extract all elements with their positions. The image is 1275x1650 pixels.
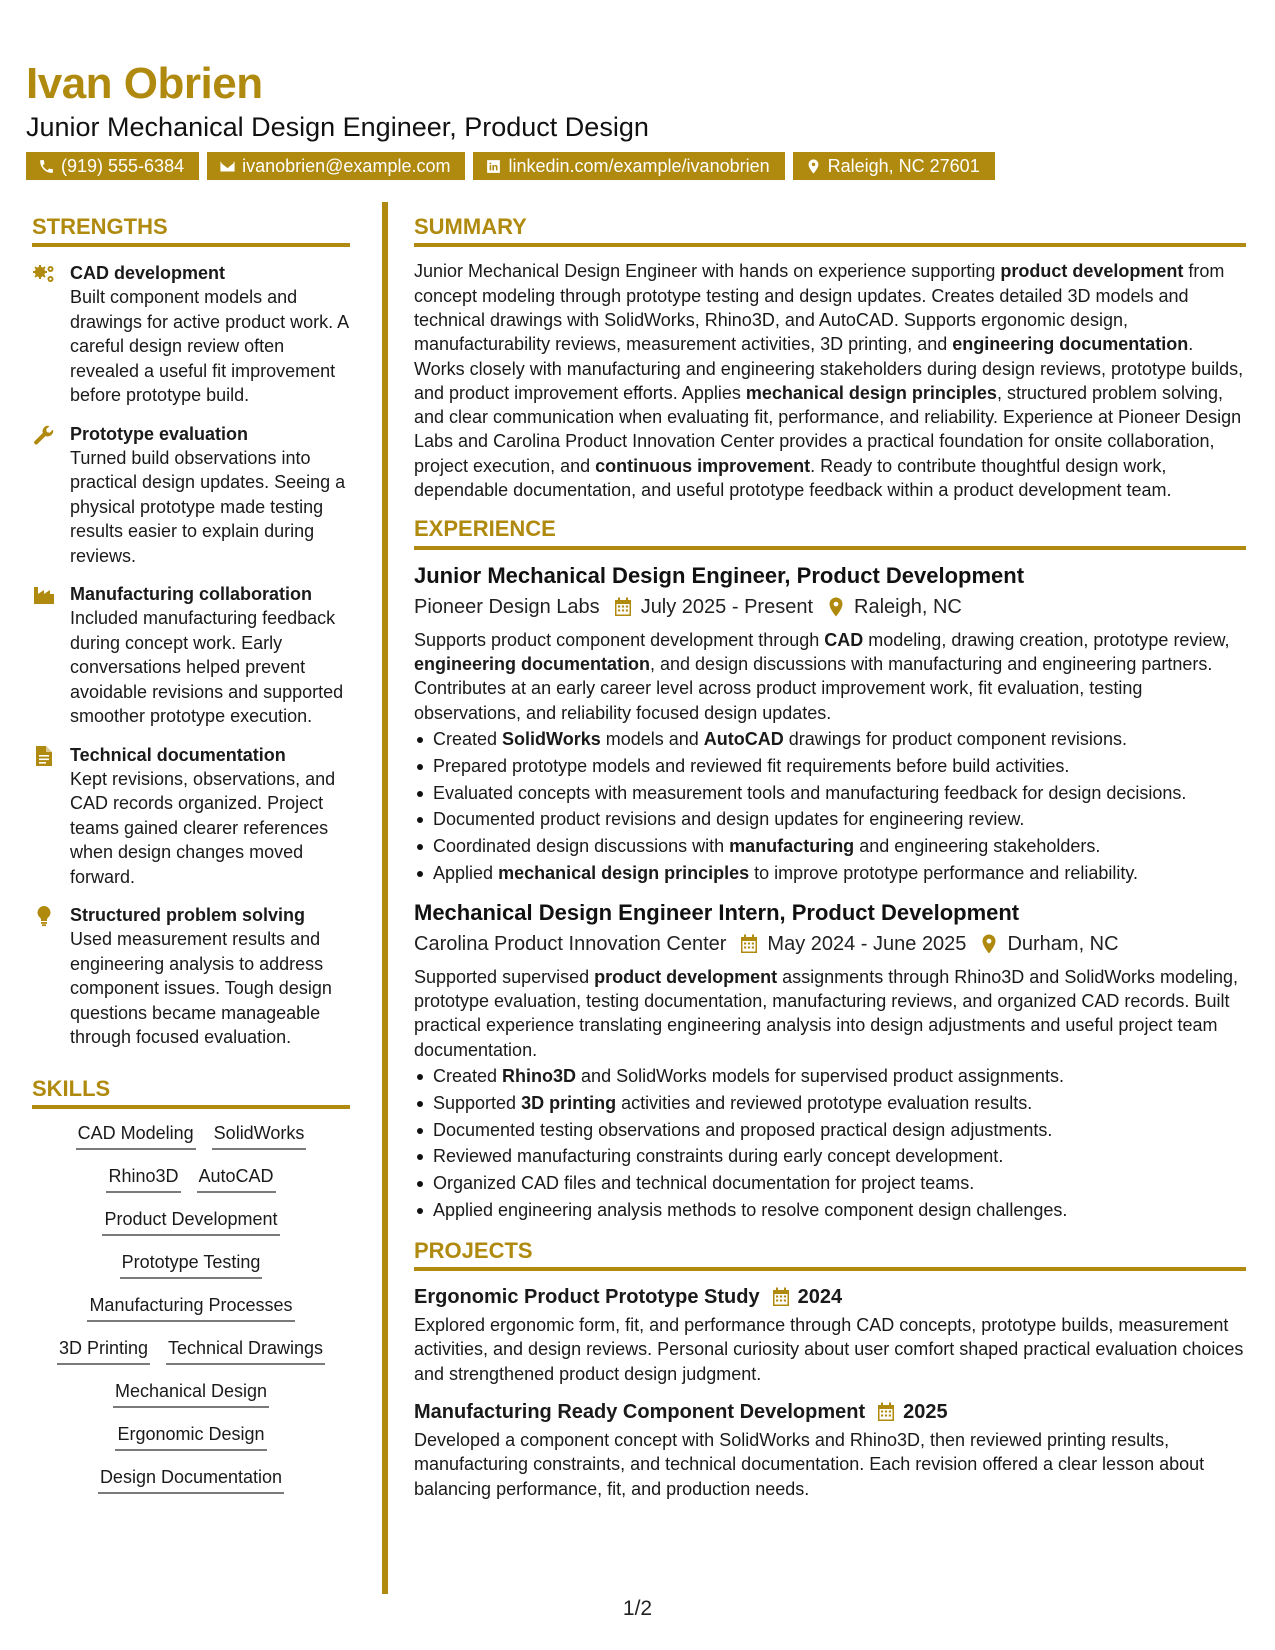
job-bullets: [414, 726, 1246, 887]
project-title: Ergonomic Product Prototype Study: [414, 1286, 760, 1309]
calendar-icon: [614, 597, 632, 617]
strengths-heading: STRENGTHS: [32, 214, 350, 247]
skills-list: [32, 1121, 350, 1494]
candidate-role: Junior Mechanical Design Engineer, Product Design: [26, 112, 649, 142]
strength-item: [32, 261, 350, 408]
job-entry: [414, 899, 1246, 1224]
project-description: Explored ergonomic form, fit, and performance through CAD concepts, prototype builds, measurement activities, and design reviews. Personal curiosity about user comfort shaped practical evaluation choices and strengthened product design judgment.: [414, 1315, 1244, 1384]
strength-item: [32, 422, 350, 569]
skill-tag: Ergonomic Design: [115, 1422, 266, 1451]
skill-tag: AutoCAD: [197, 1164, 276, 1193]
list-item: Documented product revisions and design updates for engineering review.: [414, 806, 1246, 833]
strength-desc: Kept revisions, observations, and CAD records organized. Project teams gained clearer references when design changes moved forward.: [70, 768, 336, 887]
strength-item: [32, 582, 350, 729]
strength-item: [32, 743, 350, 890]
candidate-name: Ivan Obrien: [26, 59, 263, 108]
list-item: Applied engineering analysis methods to resolve component design challenges.: [414, 1197, 1246, 1224]
job-dates: July 2025 - Present: [640, 595, 814, 618]
contact-linkedin[interactable]: [473, 152, 784, 180]
strength-desc: Turned build observations into practical design updates. Seeing a physical prototype made testing results easier to explain during reviews.: [70, 447, 346, 566]
left-column: [32, 214, 350, 1494]
strength-title: Manufacturing collaboration: [70, 584, 313, 605]
experience-heading: EXPERIENCE: [414, 516, 1246, 549]
strength-title: CAD development: [70, 263, 226, 284]
summary-text: Junior Mechanical Design Engineer with hands on experience supporting product development from concept modeling through prototype testing and design updates. Creates detailed 3D models and technical drawings with SolidWorks, Rhino3D, and AutoCAD. Supports ergonomic design, manufacturability reviews, measurement activities, 3D printing, and engineering documentation. Works closely with manufacturing and engineering stakeholders during design reviews, prototype builds, and product improvement efforts. Applies mechanical design principles, structured problem solving, and clear communication when evaluating fit, performance, and reliability. Experience at Pioneer Design Labs and Carolina Product Innovation Center provides a practical foundation for onsite collaboration, project execution, and continuous improvement. Ready to contribute thoughtful design work, dependable documentation, and useful prototype feedback within a product development team.: [414, 261, 1244, 501]
contact-email[interactable]: [207, 152, 465, 180]
job-company: Carolina Product Innovation Center: [414, 932, 727, 955]
map-pin-icon: [827, 597, 845, 617]
list-item: Evaluated concepts with measurement tools and manufacturing feedback for design decisions.: [414, 780, 1246, 807]
project-header: [414, 1283, 1246, 1311]
contact-text: ivanobrien@example.com: [242, 156, 451, 176]
list-item: Prepared prototype models and reviewed fit requirements before build activities.: [414, 753, 1246, 780]
strength-title: Technical documentation: [70, 744, 286, 765]
project-entry: [414, 1398, 1246, 1501]
strength-title: Prototype evaluation: [70, 423, 249, 444]
skill-tag: Rhino3D: [106, 1164, 180, 1193]
project-header: [414, 1398, 1246, 1426]
envelope-icon: [219, 158, 236, 175]
job-entry: [414, 562, 1246, 887]
map-pin-icon: [805, 158, 822, 175]
list-item: Documented testing observations and proposed practical design adjustments.: [414, 1117, 1246, 1144]
strength-desc: Used measurement results and engineering analysis to address component issues. Tough design questions became manageable through focused evaluation.: [70, 929, 332, 1048]
linkedin-icon: [485, 158, 502, 175]
job-location: Raleigh, NC: [854, 595, 962, 618]
list-item: Created Rhino3D and SolidWorks models for supervised product assignments.: [414, 1063, 1246, 1090]
contact-bar: [26, 152, 995, 180]
job-title: Mechanical Design Engineer Intern, Product Development: [414, 899, 1020, 925]
wrench-icon: [32, 424, 56, 446]
contact-text: (919) 555-6384: [61, 156, 185, 176]
contact-text: Raleigh, NC 27601: [827, 156, 980, 176]
page-number: 1/2: [622, 1597, 653, 1620]
lightbulb-icon: [32, 905, 56, 927]
list-item: Coordinated design discussions with manufacturing and engineering stakeholders.: [414, 833, 1246, 860]
map-pin-icon: [980, 934, 998, 954]
project-year: 2025: [903, 1400, 948, 1423]
list-item: Applied mechanical design principles to improve prototype performance and reliability.: [414, 860, 1246, 887]
skill-tag: SolidWorks: [212, 1121, 307, 1150]
projects-heading: PROJECTS: [414, 1238, 1246, 1271]
list-item: Created SolidWorks models and AutoCAD drawings for product component revisions.: [414, 726, 1246, 753]
industry-icon: [32, 584, 56, 606]
skill-tag: 3D Printing: [57, 1336, 150, 1365]
contact-phone[interactable]: [26, 152, 199, 180]
job-dates: May 2024 - June 2025: [767, 932, 967, 955]
project-entry: [414, 1283, 1246, 1386]
list-item: Reviewed manufacturing constraints during early concept development.: [414, 1143, 1246, 1170]
skill-tag: Prototype Testing: [120, 1250, 263, 1279]
job-location: Durham, NC: [1007, 932, 1119, 955]
phone-icon: [38, 158, 55, 175]
contact-location: [793, 152, 995, 180]
column-divider: [382, 202, 388, 1594]
list-item: Organized CAD files and technical documentation for project teams.: [414, 1170, 1246, 1197]
skill-tag: Mechanical Design: [113, 1379, 269, 1408]
gears-icon: [32, 263, 56, 285]
right-column: [414, 214, 1246, 1501]
project-title: Manufacturing Ready Component Development: [414, 1400, 866, 1423]
strength-desc: Included manufacturing feedback during concept work. Early conversations helped prevent avoidable revisions and supported smoother prototype execution.: [70, 608, 344, 727]
skill-tag: Technical Drawings: [166, 1336, 325, 1365]
skill-tag: Design Documentation: [98, 1465, 284, 1494]
skill-tag: Product Development: [102, 1207, 279, 1236]
job-meta: [414, 592, 1246, 622]
skill-tag: Manufacturing Processes: [87, 1293, 294, 1322]
strength-item: [32, 903, 350, 1050]
contact-text: linkedin.com/example/ivanobrien: [508, 156, 770, 176]
skill-tag: CAD Modeling: [76, 1121, 196, 1150]
job-description: Supported supervised product development assignments through Rhino3D and SolidWorks modeling, prototype evaluation, testing documentation, manufacturing reviews, and organized CAD records. Built practical experience translating engineering analysis into design adjustments and useful project team documentation.: [414, 966, 1239, 1060]
calendar-icon: [772, 1287, 790, 1307]
skills-heading: SKILLS: [32, 1076, 350, 1109]
job-company: Pioneer Design Labs: [414, 595, 600, 618]
strength-desc: Built component models and drawings for active product work. A careful design review often revealed a useful fit improvement before prototype build.: [70, 287, 349, 406]
strength-title: Structured problem solving: [70, 905, 306, 926]
calendar-icon: [740, 934, 758, 954]
document-icon: [32, 745, 56, 767]
list-item: Supported 3D printing activities and reviewed prototype evaluation results.: [414, 1090, 1246, 1117]
project-description: Developed a component concept with SolidWorks and Rhino3D, then reviewed printing results, manufacturing constraints, and technical documentation. Each revision offered a clear lesson about balancing performance, fit, and production needs.: [414, 1429, 1205, 1499]
calendar-icon: [877, 1402, 895, 1422]
job-meta: [414, 929, 1246, 959]
job-bullets: [414, 1063, 1246, 1224]
job-description: Supports product component development through CAD modeling, drawing creation, prototype review, engineering documentation, and design discussions with manufacturing and engineering partners. Contributes at an early career level across product improvement work, fit evaluation, testing observations, and reliability focused design updates.: [414, 629, 1230, 723]
summary-heading: SUMMARY: [414, 214, 1246, 247]
job-title: Junior Mechanical Design Engineer, Product Development: [414, 562, 1025, 588]
project-year: 2024: [797, 1286, 843, 1309]
